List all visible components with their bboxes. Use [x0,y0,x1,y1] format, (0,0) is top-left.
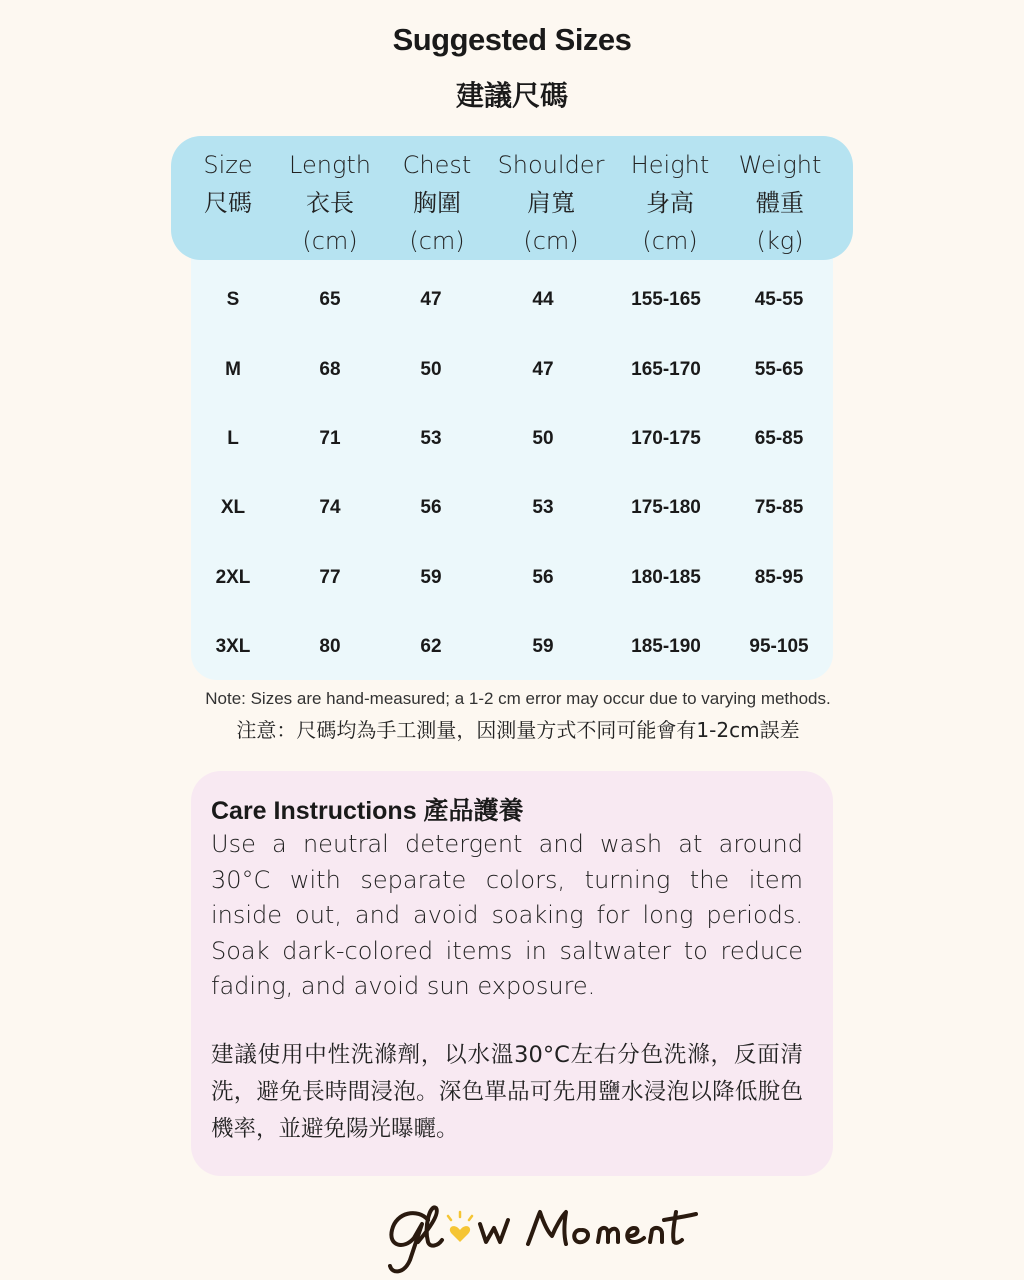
table-row [0,350,1024,390]
brand-logo [300,1190,724,1280]
size-table-header [171,136,853,260]
table-cell: 50 [420,359,442,380]
table-cell: 75-85 [754,497,804,518]
table-cell: XL [220,497,246,518]
table-cell: 47 [532,359,554,380]
page-title-zh: 建議尺碼 [455,79,568,112]
table-row [0,280,1024,320]
table-cell: 45-55 [754,289,804,310]
table-cell: 170-175 [631,428,701,449]
table-cell: 44 [532,289,554,310]
table-cell: 3XL [215,636,251,657]
table-cell: 65-85 [754,428,804,449]
table-row [0,419,1024,459]
table-cell: 71 [319,428,341,449]
table-cell: L [227,428,239,449]
column-header-en: Weight [738,151,822,179]
table-cell: 56 [420,497,442,518]
table-cell: 165-170 [631,359,701,380]
table-cell: 155-165 [631,289,701,310]
care-text-zh: 建議使用中性洗滌劑，以水溫30°C左右分色洗滌，反面清洗，避免長時間浸泡。深色單品可先用鹽水浸泡以降低脫色機率，並避免陽光曝曬。 [211,1042,803,1142]
column-header-unit: (cm) [642,227,698,255]
table-cell: 2XL [215,567,251,588]
column-header-zh: 胸圍 [413,189,461,217]
table-cell: 59 [532,636,554,657]
column-header-zh: 尺碼 [204,189,252,217]
column-header-zh: 身高 [646,189,694,217]
column-header-unit: (kg) [756,227,804,255]
table-row [0,627,1024,667]
column-header-zh: 體重 [756,189,804,217]
measurement-note-zh: 注意：尺碼均為手工測量，因測量方式不同可能會有1-2cm誤差 [236,718,800,742]
page-title: Suggested Sizes [392,22,632,57]
table-cell: 185-190 [631,636,701,657]
column-header-zh: 衣長 [306,189,354,217]
table-row [0,558,1024,598]
care-text-en: Use a neutral detergent and wash at around 30°C with separate colors, turning the item inside out, and avoid soaking for long periods. Soak dark-colored items in saltwater to reduce fading, and avoid sun exposure. [211,830,803,1000]
table-cell: 59 [420,567,442,588]
table-cell: 77 [319,567,341,588]
care-instructions-card [191,771,833,1176]
table-cell: S [226,289,240,310]
column-header-unit: (cm) [409,227,465,255]
column-header-zh: 肩寬 [527,189,575,217]
table-cell: 47 [420,289,442,310]
column-header-unit: (cm) [523,227,579,255]
column-header-weight [710,146,850,260]
care-title: Care Instructions 產品護養 [211,797,524,825]
table-cell: 80 [319,636,341,657]
table-cell: 65 [319,289,341,310]
column-header-en: Size [203,151,253,179]
table-cell: 68 [319,359,341,380]
table-cell: 74 [319,497,341,518]
column-header-unit: (cm) [302,227,358,255]
column-header-en: Shoulder [497,151,605,179]
table-cell: 53 [532,497,554,518]
table-cell: 50 [532,428,554,449]
table-cell: 175-180 [631,497,701,518]
table-cell: 55-65 [754,359,804,380]
column-header-en: Length [289,151,371,179]
table-cell: 95-105 [749,636,809,657]
measurement-note-en: Note: Sizes are hand-measured; a 1-2 cm error may occur due to varying methods. [205,689,831,708]
table-cell: 62 [420,636,442,657]
table-cell: 85-95 [754,567,804,588]
table-cell: 180-185 [631,567,701,588]
table-row [0,488,1024,528]
column-header-en: Chest [402,151,472,179]
table-cell: 56 [532,567,554,588]
column-header-en: Height [630,151,710,179]
table-cell: M [225,359,241,380]
table-cell: 53 [420,428,442,449]
